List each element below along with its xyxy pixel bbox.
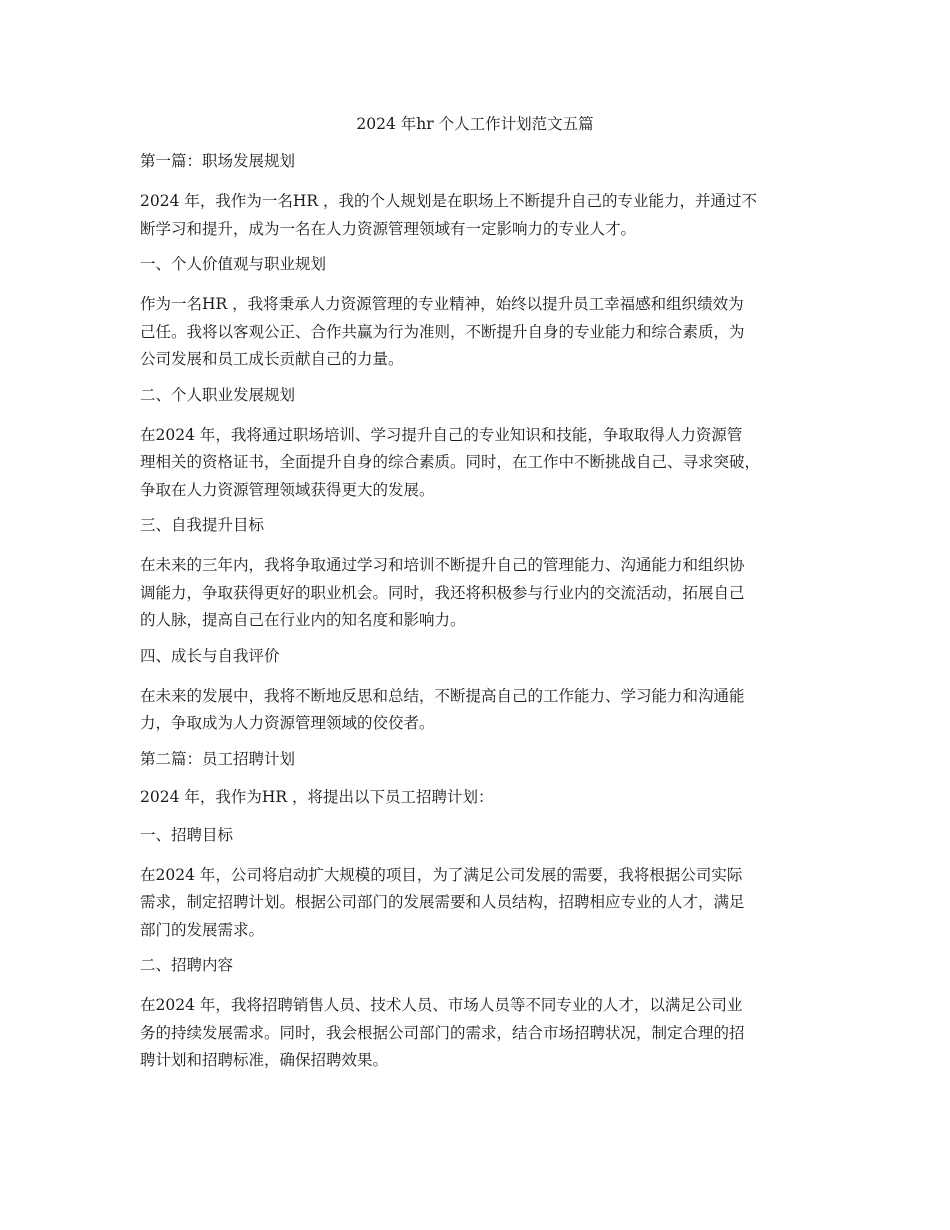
paragraph-line: 的人脉，提高自己在行业内的知名度和影响力。 — [140, 611, 466, 629]
document-body — [140, 150, 830, 1085]
section-heading: 四、成长与自我评价 — [140, 646, 280, 665]
paragraph-line: 在未来的发展中，我将不断地反思和总结，不断提高自己的工作能力、学习能力和沟通能 — [140, 686, 745, 705]
paragraph-line: 在2024 年，我将通过职场培训、学习提升自己的专业知识和技能，争取取得人力资源管 — [140, 425, 743, 444]
paragraph — [140, 188, 830, 243]
paragraph-line: 理相关的资格证书，全面提升自身的综合素质。同时，在工作中不断挑战自己、寻求突破， — [140, 453, 761, 471]
paragraph-line: 在未来的三年内，我将争取通过学习和培训不断提升自己的管理能力、沟通能力和组织协 — [140, 556, 745, 574]
paragraph-line: 部门的发展需求。 — [140, 920, 265, 939]
paragraph-line: 需求，制定招聘计划。根据公司部门的发展需要和人员结构，招聘相应专业的人才，满足 — [140, 893, 745, 911]
section-heading: 一、招聘目标 — [140, 825, 234, 844]
paragraph — [140, 862, 830, 945]
paragraph-line: 在2024 年，我将招聘销售人员、技术人员、市场人员等不同专业的人才，以满足公司业 — [140, 996, 743, 1014]
paragraph-line: 己任。我将以客观公正、合作共赢为行为准则，不断提升自身的专业能力和综合素质，为 — [140, 322, 745, 341]
section-heading: 一、个人价值观与职业规划 — [140, 255, 327, 273]
paragraph-line: 公司发展和员工成长贡献自己的力量。 — [140, 350, 404, 368]
paragraph — [140, 422, 830, 505]
section-heading: 第二篇：员工招聘计划 — [140, 749, 296, 768]
section-heading: 第一篇：职场发展规划 — [140, 152, 296, 170]
paragraph — [140, 992, 830, 1075]
paragraph — [140, 552, 830, 635]
paragraph-line: 争取在人力资源管理领域获得更大的发展。 — [140, 480, 435, 499]
section-heading: 二、个人职业发展规划 — [140, 385, 296, 404]
paragraph-line: 2024 年，我作为一名HR ，我的个人规划是在职场上不断提升自己的专业能力，并通过不 — [140, 192, 757, 210]
paragraph-line: 断学习和提升，成为一名在人力资源管理领域有一定影响力的专业人才。 — [140, 219, 637, 238]
section-heading: 2024 年，我作为HR ，将提出以下员工招聘计划： — [140, 787, 494, 806]
paragraph — [140, 683, 830, 738]
paragraph-line: 作为一名HR ，我将秉承人力资源管理的专业精神，始终以提升员工幸福感和组织绩效为 — [140, 295, 744, 313]
section-heading: 三、自我提升目标 — [140, 516, 265, 534]
section-heading: 二、招聘内容 — [140, 956, 234, 974]
paragraph-line: 调能力，争取获得更好的职业机会。同时，我还将积极参与行业内的交流活动，拓展自己 — [140, 583, 745, 602]
paragraph-line: 聘计划和招聘标准，确保招聘效果。 — [140, 1051, 389, 1069]
paragraph-line: 力，争取成为人力资源管理领域的佼佼者。 — [140, 714, 435, 732]
paragraph — [140, 291, 830, 374]
paragraph-line: 在2024 年，公司将启动扩大规模的项目，为了满足公司发展的需要，我将根据公司实际 — [140, 865, 743, 884]
paragraph-line: 务的持续发展需求。同时，我会根据公司部门的需求，结合市场招聘状况，制定合理的招 — [140, 1023, 745, 1042]
document-title: 2024 年hr 个人工作计划范文五篇 — [356, 115, 594, 133]
